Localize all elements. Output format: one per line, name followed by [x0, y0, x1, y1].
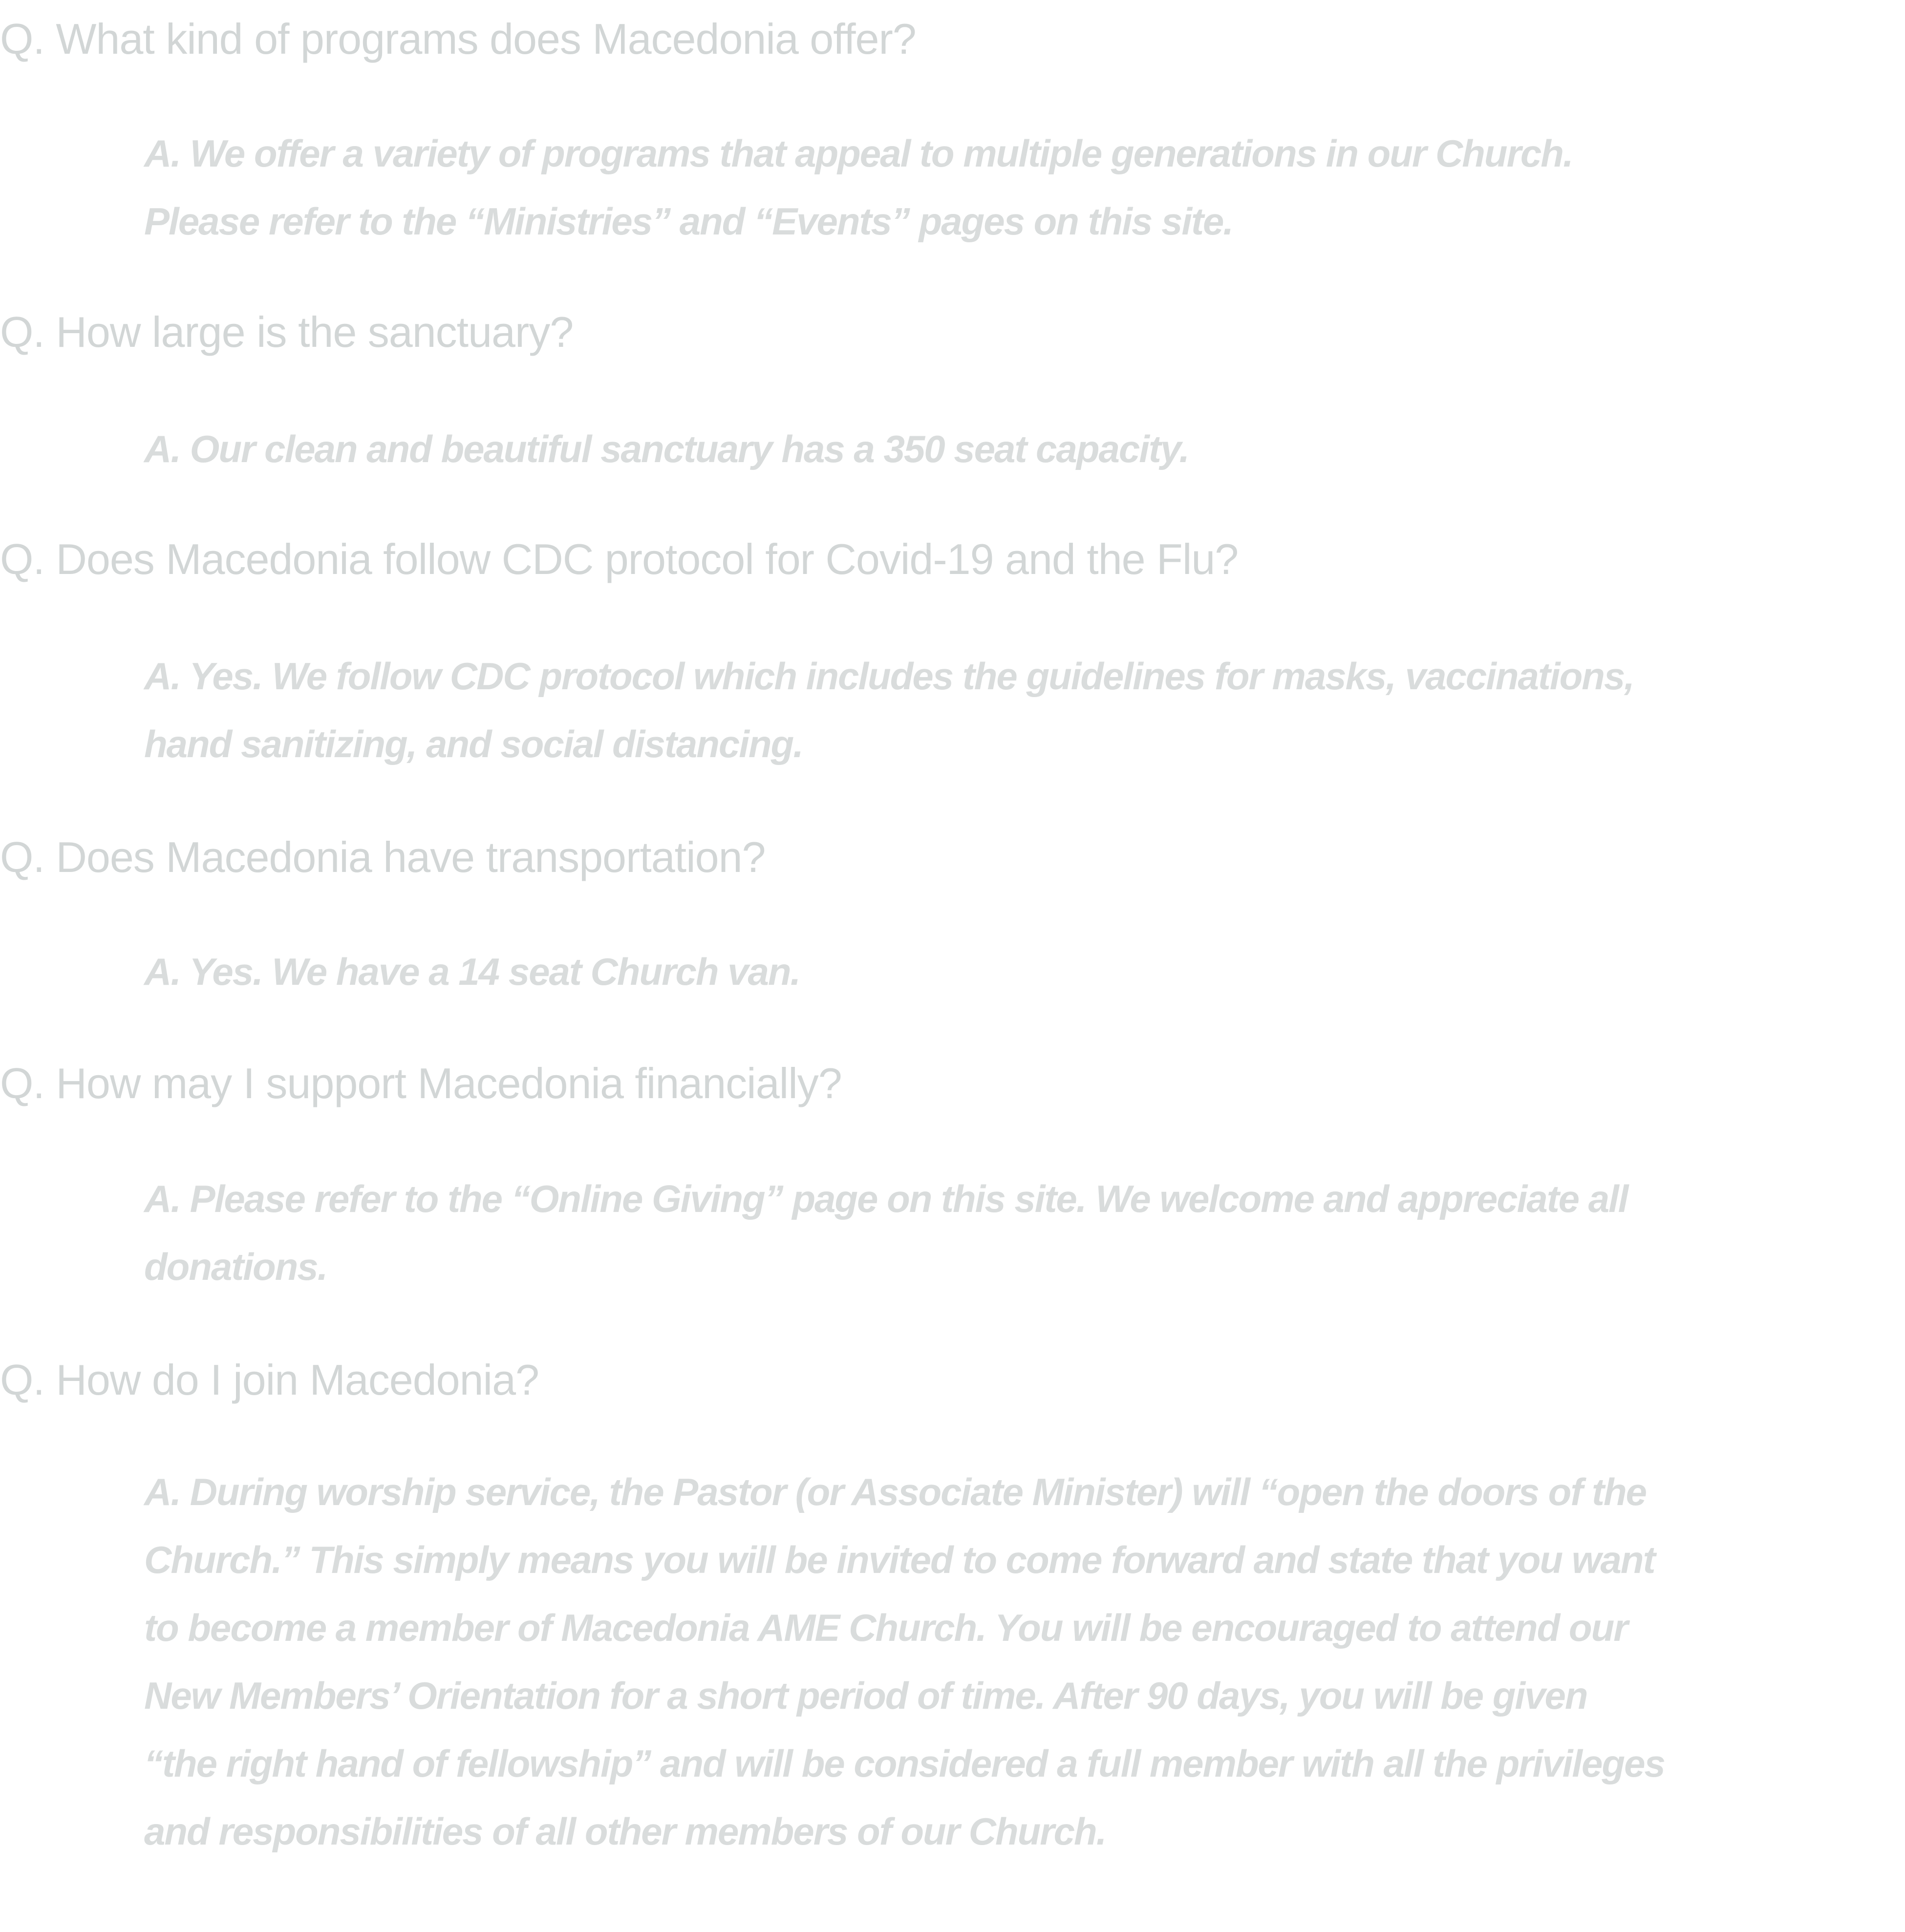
answer-line: A. Our clean and beautiful sanctuary has a 350 seat capacity.: [144, 427, 1189, 470]
answer-line: and responsibilities of all other members of our Church.: [144, 1810, 1106, 1853]
answer-line: Church.” This simply means you will be invited to come forward and state that you want: [144, 1538, 1655, 1581]
faq-answer: [144, 938, 800, 1006]
faq-answer: [144, 1165, 1627, 1301]
faq-question: Q. What kind of programs does Macedonia offer?: [0, 15, 916, 63]
answer-line: A. We offer a variety of programs that appeal to multiple generations in our Church.: [144, 132, 1573, 175]
answer-line: New Members’ Orientation for a short period of time. After 90 days, you will be given: [144, 1674, 1587, 1717]
answer-line: A. Yes. We follow CDC protocol which includes the guidelines for masks, vaccinations,: [144, 655, 1634, 698]
answer-line: A. During worship service, the Pastor (or Associate Minister) will “open the doors of the: [144, 1470, 1646, 1513]
faq-answer: [144, 120, 1573, 255]
faq-question: Q. Does Macedonia follow CDC protocol for Covid-19 and the Flu?: [0, 535, 1239, 583]
faq-question: Q. How do I join Macedonia?: [0, 1356, 539, 1404]
answer-line: Please refer to the “Ministries” and “Events” pages on this site.: [144, 200, 1233, 243]
answer-line: to become a member of Macedonia AME Church. You will be encouraged to attend our: [144, 1606, 1627, 1649]
faq-question: Q. How large is the sanctuary?: [0, 308, 574, 356]
answer-line: donations.: [144, 1245, 327, 1288]
faq-question: Q. How may I support Macedonia financially?: [0, 1059, 842, 1107]
answer-line: “the right hand of fellowship” and will be considered a full member with all the privileges: [144, 1742, 1665, 1785]
faq-answer: [144, 642, 1634, 778]
faq-answer: [144, 415, 1189, 483]
answer-line: A. Yes. We have a 14 seat Church van.: [144, 950, 800, 993]
answer-line: A. Please refer to the “Online Giving” page on this site. We welcome and appreciate all: [144, 1177, 1628, 1220]
faq-question: Q. Does Macedonia have transportation?: [0, 833, 766, 881]
faq-answer: [144, 1458, 1665, 1866]
answer-line: hand sanitizing, and social distancing.: [144, 722, 803, 765]
